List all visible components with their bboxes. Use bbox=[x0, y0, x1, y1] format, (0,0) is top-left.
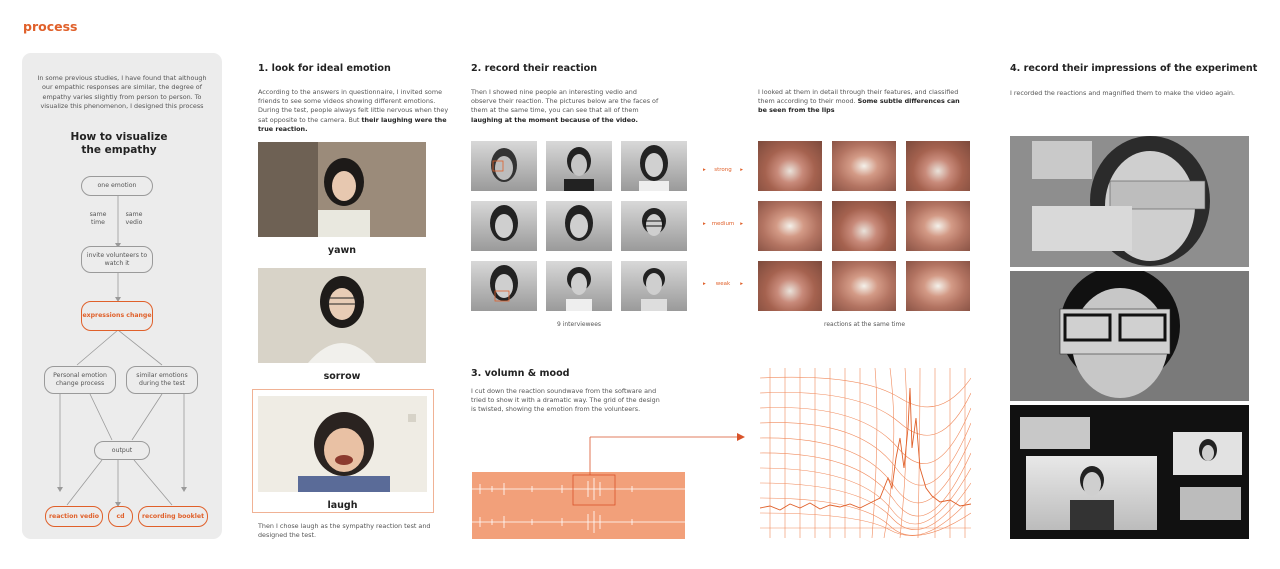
page-title: process bbox=[23, 19, 78, 34]
section2-detail-plain: I looked at them in detail through their features, and classified them according to their mood. bbox=[758, 88, 959, 106]
panel-title-line2: the empathy bbox=[81, 143, 157, 156]
laugh-caption: laugh bbox=[327, 500, 358, 511]
yawn-photo bbox=[258, 142, 426, 237]
flow-out-recording-booklet: recording booklet bbox=[138, 506, 208, 527]
arrow-right-icon: ▸ bbox=[703, 221, 706, 227]
interviewee-photo bbox=[621, 141, 687, 191]
section1-heading: 1. look for ideal emotion bbox=[258, 63, 391, 74]
lip-photo bbox=[832, 141, 896, 191]
distorted-grid-icon bbox=[760, 368, 971, 538]
flow-same-vedio: same vedio bbox=[125, 211, 143, 226]
lip-photo bbox=[906, 261, 970, 311]
lip-photo bbox=[906, 201, 970, 251]
lip-photo bbox=[832, 201, 896, 251]
sorrow-caption: sorrow bbox=[323, 371, 361, 382]
level-weak bbox=[703, 279, 743, 289]
soundwave-image bbox=[472, 472, 685, 539]
interviewees-caption: 9 interviewees bbox=[556, 321, 602, 328]
impression-lip-crop bbox=[1020, 417, 1090, 449]
reactions-caption: reactions at the same time bbox=[823, 321, 906, 328]
interviewees-grid bbox=[471, 141, 689, 311]
interviewee-photo bbox=[471, 141, 537, 191]
arrow-right-icon: ▸ bbox=[703, 281, 706, 287]
flow-personal: Personal emotion change process bbox=[44, 366, 116, 394]
impression-eye-crop bbox=[1180, 487, 1241, 520]
impression-small-photo bbox=[1173, 432, 1242, 475]
section1-text-bold: their laughing were the true reaction. bbox=[258, 115, 447, 133]
section1-text-plain: According to the answers in questionnaire, I invited some friends to see some videos showing different emotions. During the test, people always felt little nervous when they sat opposite to the camera. But bbox=[258, 88, 449, 124]
soundwave-icon bbox=[472, 472, 685, 539]
lip-photo bbox=[758, 261, 822, 311]
interviewee-photo bbox=[471, 201, 537, 251]
level-weak-label: weak bbox=[715, 281, 731, 287]
laugh-photo bbox=[258, 396, 427, 492]
connector-arrow-icon bbox=[585, 430, 750, 480]
section2-detail bbox=[758, 88, 968, 116]
arrow-right-icon: ▸ bbox=[740, 167, 743, 173]
flow-one-emotion: one emotion bbox=[81, 176, 153, 196]
section2-heading: 2. record their reaction bbox=[471, 63, 598, 74]
panel-title-line1: How to visualize bbox=[70, 131, 168, 143]
interviewee-photo bbox=[546, 201, 612, 251]
section2-detail-bold: Some subtle differences can be seen from the lips bbox=[758, 97, 960, 115]
lips-grid bbox=[758, 141, 971, 311]
lip-photo bbox=[758, 201, 822, 251]
yawn-caption: yawn bbox=[327, 245, 357, 256]
level-medium-label: medium bbox=[711, 221, 735, 227]
impression-collage-1 bbox=[1010, 136, 1249, 267]
level-strong-label: strong bbox=[714, 167, 732, 173]
arrow-right-icon: ▸ bbox=[703, 167, 706, 173]
flow-out-cd: cd bbox=[108, 506, 133, 527]
yawn-face-icon bbox=[258, 142, 426, 237]
impression-collage-2 bbox=[1010, 271, 1249, 401]
arrow-right-icon: ▸ bbox=[740, 281, 743, 287]
panel-title bbox=[30, 131, 208, 156]
lip-photo bbox=[758, 141, 822, 191]
intro-text: In some previous studies, I have found that although our empathic responses are similar, the degree of empathy varies slightly from person to person. To visualize this phenomenon, I designed this process bbox=[37, 74, 207, 110]
interviewee-photo bbox=[621, 261, 687, 311]
interviewee-photo bbox=[546, 141, 612, 191]
flow-output: output bbox=[94, 441, 150, 460]
impression-glasses-face-icon bbox=[1010, 271, 1249, 401]
flow-similar: similar emotions during the test bbox=[126, 366, 198, 394]
section1-text bbox=[258, 88, 454, 134]
section3-heading: 3. volumn & mood bbox=[471, 368, 570, 379]
impression-person-photo bbox=[1026, 456, 1157, 530]
impression-face-icon bbox=[1010, 136, 1249, 267]
interviewee-photo bbox=[546, 261, 612, 311]
lip-photo bbox=[906, 141, 970, 191]
section2-text-plain: Then I showed nine people an interesting vedio and observe their reaction. The pictures below are the faces of them at the same time, you can see that all of them bbox=[471, 88, 659, 115]
section4-heading: 4. record their impressions of the experiment bbox=[1010, 63, 1258, 74]
interviewee-photo bbox=[621, 201, 687, 251]
flow-expressions: expressions change bbox=[81, 301, 153, 331]
impression-collage-3 bbox=[1010, 405, 1249, 539]
interviewee-photo bbox=[471, 261, 537, 311]
section4-text: I recorded the reactions and magnified them to make the video again. bbox=[1010, 89, 1235, 97]
flow-invite: invite volunteers to watch it bbox=[81, 246, 153, 273]
section2-text bbox=[471, 88, 663, 125]
distorted-grid-visual bbox=[760, 368, 971, 538]
flow-same-time: same time bbox=[89, 211, 107, 226]
level-medium bbox=[703, 219, 743, 229]
flow-out-reaction-vedio: reaction vedio bbox=[45, 506, 103, 527]
section1-footer: Then I chose laugh as the sympathy reaction test and designed the test. bbox=[258, 522, 431, 540]
sorrow-face-icon bbox=[258, 268, 426, 363]
section3-text: I cut down the reaction soundwave from the software and tried to show it with a dramatic way. The grid of the design is twisted, showing the emotion from the volunteers. bbox=[471, 387, 660, 414]
arrow-right-icon: ▸ bbox=[740, 221, 743, 227]
level-strong bbox=[703, 165, 743, 175]
section2-text-bold: laughing at the moment because of the video. bbox=[471, 115, 638, 124]
lip-photo bbox=[832, 261, 896, 311]
sorrow-photo bbox=[258, 268, 426, 363]
laugh-face-icon bbox=[258, 396, 427, 492]
